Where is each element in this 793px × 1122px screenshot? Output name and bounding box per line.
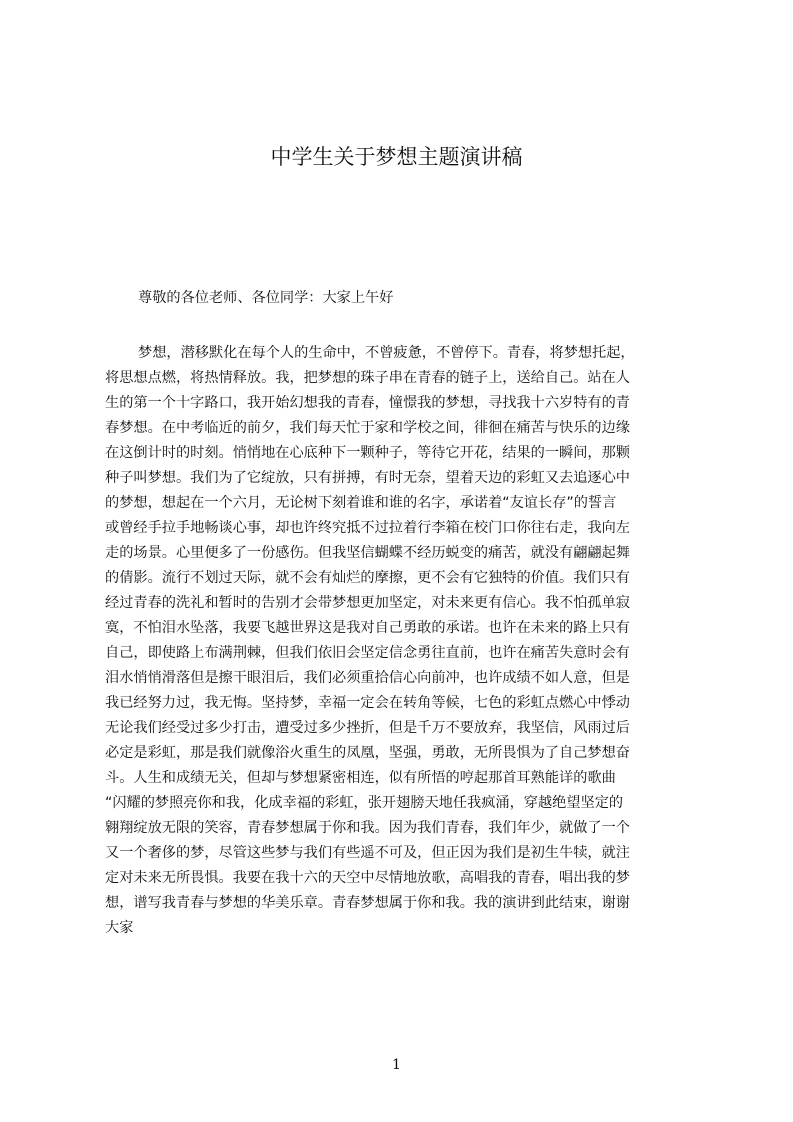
body-line: 我已经努力过，我无悔。坚持梦，幸福一定会在转角等候，七色的彩虹点燃心中悸动 — [105, 695, 630, 711]
body-line: 又一个奢侈的梦，尽管这些梦与我们有些遥不可及，但正因为我们是初生牛犊，就注 — [105, 845, 630, 861]
body-line: 必定是彩虹，那是我们就像浴火重生的凤凰，坚强，勇敢，无所畏惧为了自己梦想奋 — [105, 745, 630, 761]
body-line: 春梦想。在中考临近的前夕，我们每天忙于家和学校之间，徘徊在痛苦与快乐的边缘 — [105, 420, 630, 436]
body-line: 想，谱写我青春与梦想的华美乐章。青春梦想属于你和我。我的演讲到此结束，谢谢 — [105, 895, 630, 911]
body-line: 寞，不怕泪水坠落，我要飞越世界这是我对自己勇敢的承诺。也许在未来的路上只有 — [105, 620, 630, 636]
body-line: 大家 — [105, 920, 134, 936]
body-line: 经过青春的洗礼和暂时的告别才会带梦想更加坚定，对未来更有信心。我不怕孤单寂 — [105, 595, 630, 611]
body-line: 将思想点燃，将热情释放。我，把梦想的珠子串在青春的链子上，送给自己。站在人 — [105, 370, 630, 386]
greeting-line: 尊敬的各位老师、各位同学：大家上午好 — [138, 290, 394, 306]
body-line: 自己，即使路上布满荆棘，但我们依旧会坚定信念勇往直前，也许在痛苦失意时会有 — [105, 645, 630, 661]
body-line: 的倩影。流行不划过天际，就不会有灿烂的摩擦，更不会有它独特的价值。我们只有 — [105, 570, 630, 586]
body-line: 梦想，潜移默化在每个人的生命中，不曾疲惫，不曾停下。青春，将梦想托起， — [138, 345, 635, 361]
body-line: 种子叫梦想。我们为了它绽放，只有拼搏，有时无奈，望着天边的彩虹又去追逐心中 — [105, 470, 630, 486]
body-line: 在这倒计时的时刻。悄悄地在心底种下一颗种子，等待它开花，结果的一瞬间，那颗 — [105, 445, 630, 461]
body-line: 生的第一个十字路口，我开始幻想我的青春，憧憬我的梦想，寻找我十六岁特有的青 — [105, 395, 630, 411]
body-line: 走的场景。心里便多了一份感伤。但我坚信蝴蝶不经历蜕变的痛苦，就没有翩翩起舞 — [105, 545, 630, 561]
body-line: 定对未来无所畏惧。我要在我十六的天空中尽情地放歌，高唱我的青春，唱出我的梦 — [105, 870, 630, 886]
body-line: 的梦想，想起在一个六月，无论树下刻着谁和谁的名字，承诺着“友谊长存”的誓言 — [105, 495, 617, 511]
body-line: “闪耀的梦照亮你和我，化成幸福的彩虹，张开翅膀天地任我疯涌，穿越绝望坚定的 — [105, 795, 624, 811]
body-line: 泪水悄悄滑落但是擦干眼泪后，我们必须重拾信心向前冲，也许成绩不如人意，但是 — [105, 670, 630, 686]
speech-body — [105, 341, 700, 941]
body-line: 无论我们经受过多少打击，遭受过多少挫折，但是千万不要放弃，我坚信，风雨过后 — [105, 720, 630, 736]
page-title: 中学生关于梦想主题演讲稿 — [270, 145, 523, 169]
body-line: 斗。人生和成绩无关，但却与梦想紧密相连，似有所悟的哼起那首耳熟能详的歌曲 — [105, 770, 616, 786]
page-number: 1 — [392, 1057, 401, 1073]
body-line: 或曾经手拉手地畅谈心事，却也许终究抵不过拉着行李箱在校门口你往右走，我向左 — [105, 520, 630, 536]
body-line: 翱翔绽放无限的笑容，青春梦想属于你和我。因为我们青春，我们年少，就做了一个 — [105, 820, 630, 836]
